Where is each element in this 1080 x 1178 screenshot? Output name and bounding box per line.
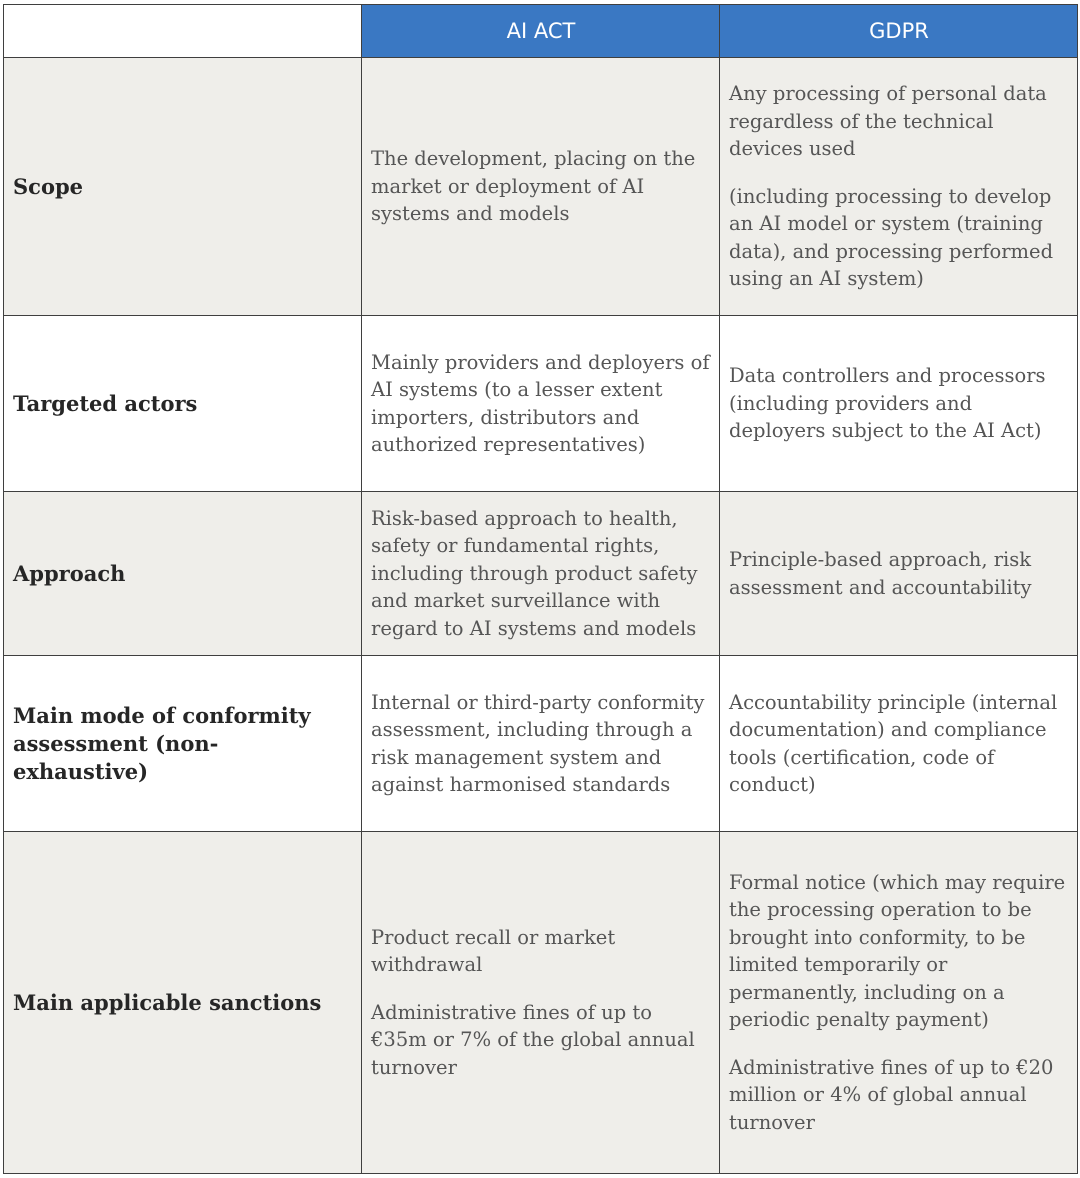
cell-paragraph: Administrative fines of up to €35m or 7% of the global annual turnover: [371, 1000, 695, 1079]
ai-act-cell-targeted-actors: [362, 316, 720, 492]
cell-paragraph: Risk-based approach to health, safety or fundamental rights, including through product safety and market surveillance with regard to AI systems and models: [371, 506, 698, 640]
cell-paragraph: Product recall or market withdrawal: [371, 925, 616, 977]
cell-paragraph: Formal notice (which may require the processing operation to be brought into conformity, to be limited temporarily or permanently, including on a periodic penalty payment): [729, 870, 1066, 1032]
cell-paragraph: Accountability principle (internal documentation) and compliance tools (certification, code of conduct): [729, 690, 1058, 796]
cell-paragraph: Administrative fines of up to €20 million or 4% of global annual turnover: [729, 1055, 1054, 1134]
table-row-conformity-assessment: [4, 656, 1078, 832]
row-label-approach: Approach: [4, 492, 362, 656]
comparison-table: [3, 4, 1078, 1174]
cell-paragraph: The development, placing on the market or deployment of AI systems and models: [371, 147, 696, 226]
ai-act-cell-sanctions: [362, 832, 720, 1174]
gdpr-cell-targeted-actors: [720, 316, 1078, 492]
cell-paragraph: Any processing of personal data regardless of the technical devices used: [729, 82, 1047, 161]
gdpr-cell-approach: [720, 492, 1078, 656]
cell-paragraph: Mainly providers and deployers of AI systems (to a lesser extent importers, distributors and authorized representatives): [371, 350, 710, 456]
corner-header-cell: [4, 5, 362, 58]
table-row-approach: [4, 492, 1078, 656]
table-row-scope: [4, 58, 1078, 316]
gdpr-cell-conformity-assessment: [720, 656, 1078, 832]
row-label-targeted-actors: Targeted actors: [4, 316, 362, 492]
cell-paragraph: Internal or third-party conformity assessment, including through a risk management system and against harmonised standards: [371, 690, 705, 796]
column-header-ai-act: AI ACT: [362, 5, 720, 58]
row-label-sanctions: Main applicable sanctions: [4, 832, 362, 1174]
cell-paragraph: Principle-based approach, risk assessment and accountability: [729, 548, 1032, 599]
ai-act-cell-conformity-assessment: [362, 656, 720, 832]
table-row-targeted-actors: [4, 316, 1078, 492]
gdpr-cell-sanctions: [720, 832, 1078, 1174]
ai-act-cell-scope: [362, 58, 720, 316]
row-label-conformity-assessment: Main mode of conformity assessment (non-exhaustive): [4, 656, 362, 832]
ai-act-cell-approach: [362, 492, 720, 656]
cell-paragraph: Data controllers and processors (including providers and deployers subject to the AI Act): [729, 364, 1046, 443]
column-header-gdpr: GDPR: [720, 5, 1078, 58]
gdpr-cell-scope: [720, 58, 1078, 316]
row-label-scope: Scope: [4, 58, 362, 316]
table-row-sanctions: [4, 832, 1078, 1174]
table-header-row: [4, 5, 1078, 58]
cell-paragraph: (including processing to develop an AI model or system (training data), and processing performed using an AI system): [729, 184, 1054, 291]
